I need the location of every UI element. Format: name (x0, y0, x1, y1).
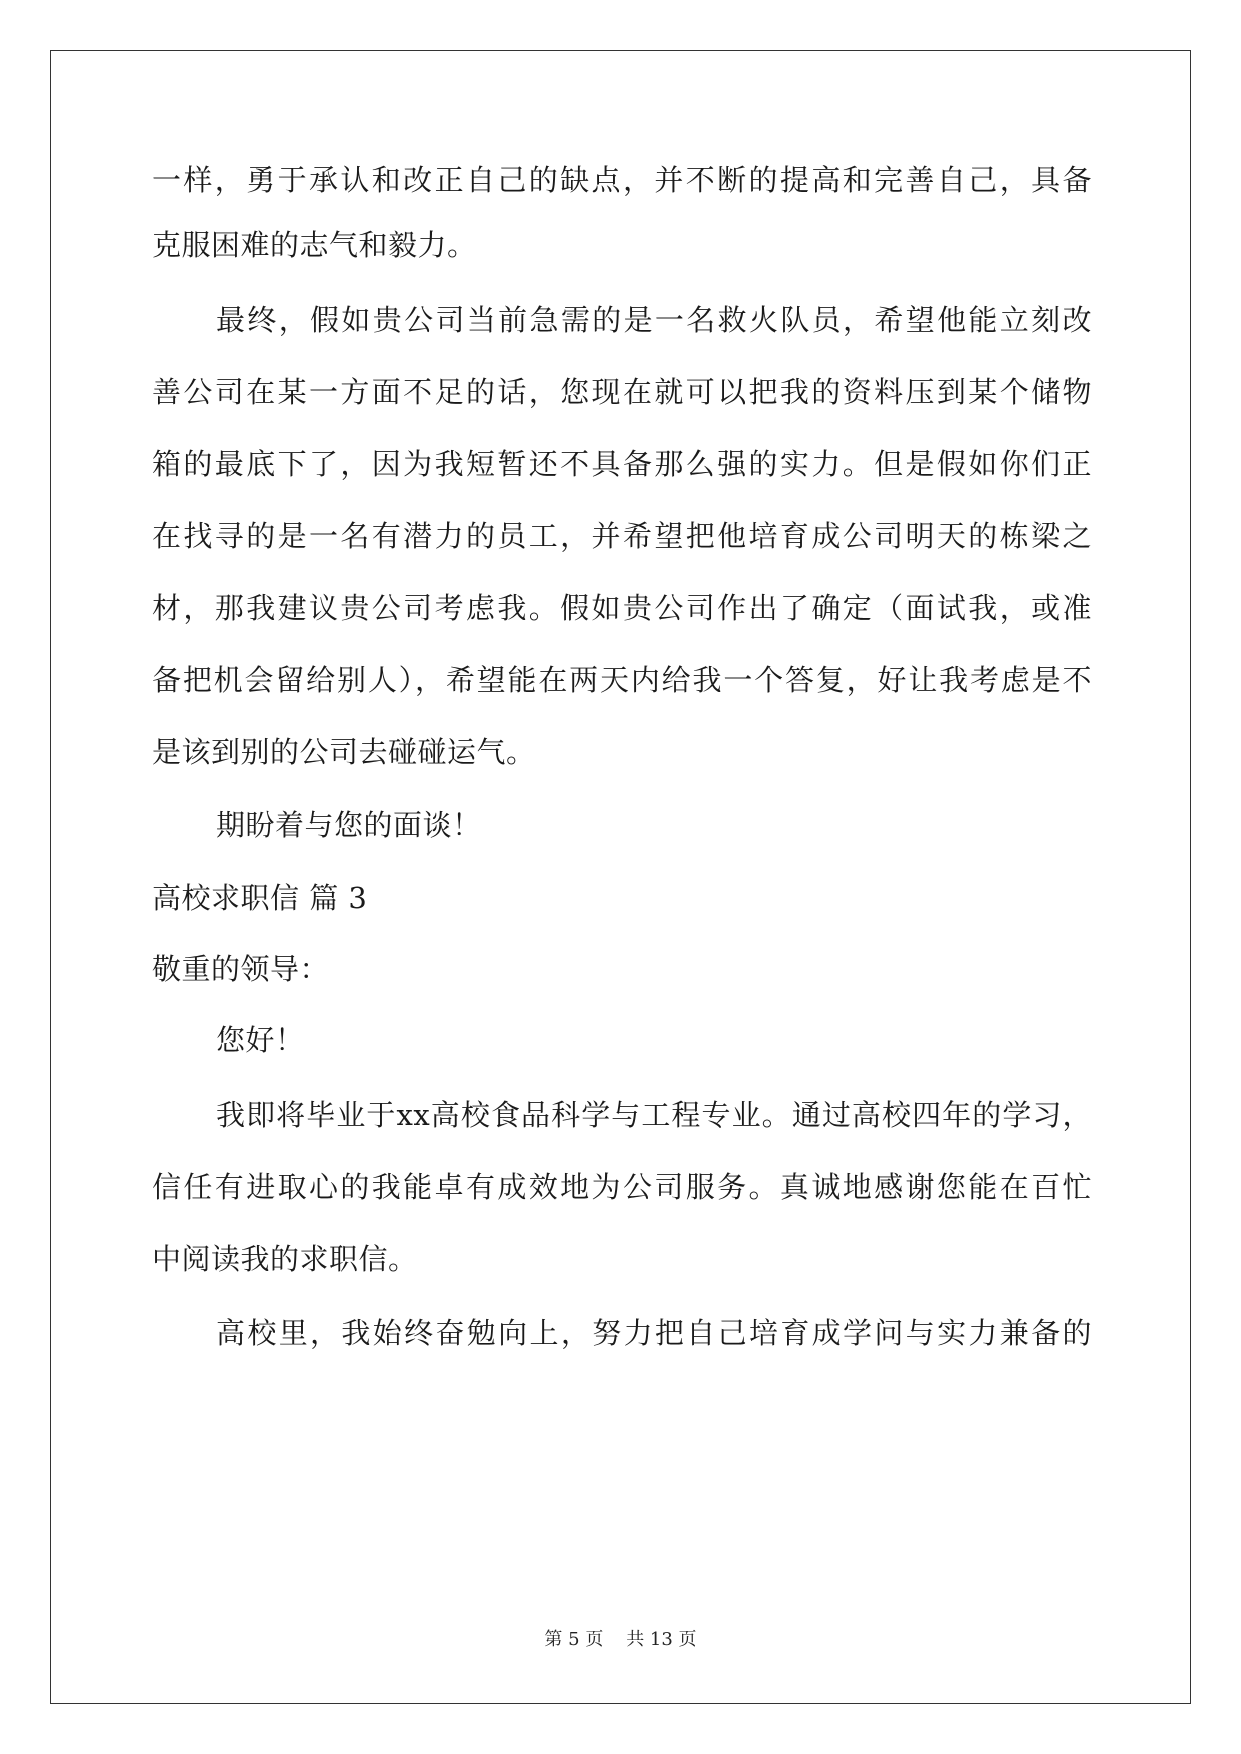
text-line: 一样，勇于承认和改正自己的缺点，并不断的提高和完善自己，具备 (152, 163, 1092, 197)
greeting: 您好！ (216, 1023, 305, 1057)
section-heading: 高校求职信 篇 3 (152, 881, 368, 915)
page-border (50, 50, 1191, 1704)
salutation: 敬重的领导： (152, 952, 330, 986)
text-line: 备把机会留给别人），希望能在两天内给我一个答复，好让我考虑是不 (152, 663, 1092, 697)
text-line: 克服困难的志气和毅力。 (152, 228, 477, 262)
page-number: 第 5 页 共 13 页 (544, 1629, 697, 1650)
text-line: 中阅读我的求职信。 (152, 1242, 418, 1276)
page-footer (0, 1628, 1241, 1652)
paragraph-line: 最终，假如贵公司当前急需的是一名救火队员，希望他能立刻改 (216, 303, 1092, 337)
text-line: 是该到别的公司去碰碰运气。 (152, 735, 536, 769)
closing-line: 期盼着与您的面谈！ (216, 808, 482, 842)
text-line: 在找寻的是一名有潜力的员工，并希望把他培育成公司明天的栋梁之 (152, 519, 1092, 553)
text-line: 箱的最底下了，因为我短暂还不具备那么强的实力。但是假如你们正 (152, 447, 1092, 481)
text-line: 善公司在某一方面不足的话，您现在就可以把我的资料压到某个储物 (152, 375, 1092, 409)
text-line: 信任有进取心的我能卓有成效地为公司服务。真诚地感谢您能在百忙 (152, 1170, 1092, 1204)
text-line: 材，那我建议贵公司考虑我。假如贵公司作出了确定（面试我，或准 (152, 591, 1092, 625)
paragraph-line: 高校里，我始终奋勉向上，努力把自己培育成学问与实力兼备的 (216, 1316, 1092, 1350)
paragraph-line: 我即将毕业于xx高校食品科学与工程专业。通过高校四年的学习， (216, 1098, 1092, 1132)
